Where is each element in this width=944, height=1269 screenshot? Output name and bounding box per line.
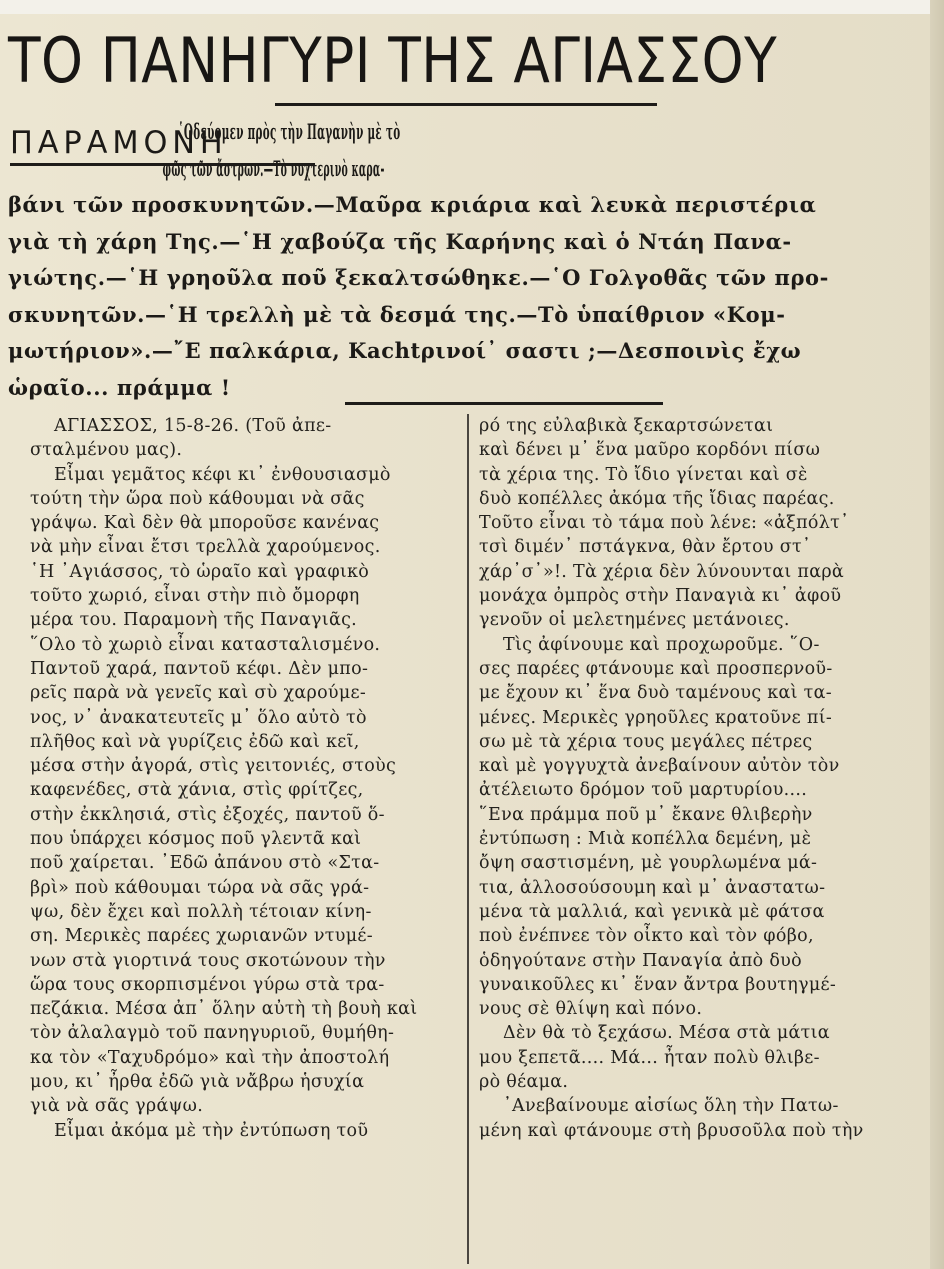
summary-deck bbox=[8, 114, 920, 406]
text-line: μέρα του. Παραμονὴ τῆς Παναγιᾶς. bbox=[30, 610, 358, 631]
text-line: ἀτέλειωτο δρόμον τοῦ μαρτυρίου.... bbox=[479, 780, 808, 801]
text-line: ση. Μερικὲς παρέες χωριανῶν ντυμέ- bbox=[30, 926, 373, 947]
text-line: καὶ μὲ γογγυχτὰ ἀνεβαίνουν αὐτὸν τὸν bbox=[479, 756, 840, 777]
text-line: πλῆθος καὶ νὰ γυρίζεις ἐδῶ καὶ κεῖ, bbox=[30, 731, 360, 752]
text-line: μονάχα ὀμπρὸς στὴν Παναγιὰ κι᾿ ἀφοῦ bbox=[479, 586, 842, 607]
text-line: δυὸ κοπέλλες ἀκόμα τῆς ἴδιας παρέας. bbox=[479, 488, 835, 509]
text-line: ποῦ χαίρεται. ᾿Εδῶ ἀπάνου στὸ «Στα- bbox=[30, 853, 380, 874]
summary-line: βάνι τῶν προσκυνητῶν.—Μαῦρα κριάρια καὶ λευκὰ περιστέρια bbox=[8, 192, 817, 217]
text-line: πεζάκια. Μέσα ἀπ᾿ ὅλην αὐτὴ τὴ βουὴ καὶ bbox=[30, 999, 418, 1020]
text-line: ὄψη σαστισμένη, μὲ γουρλωμένα μά- bbox=[479, 853, 818, 874]
text-line: ρὸ θέαμα. bbox=[479, 1072, 569, 1093]
text-line: μένα τὰ μαλλιά, καὶ γενικὰ μὲ φάτσα bbox=[479, 901, 825, 922]
text-line: που ὑπάρχει κόσμος ποῦ γλεντᾶ καὶ bbox=[30, 829, 362, 850]
text-line: μένη καὶ φτάνουμε στὴ βρυσοῦλα ποὺ τὴν bbox=[479, 1120, 864, 1141]
text-line: καφενέδες, στὰ χάνια, στὶς φρίτζες, bbox=[30, 780, 364, 801]
text-line: τσὶ διμέν᾿ πστάγκνα, θὰν ἔρτου στ᾿ bbox=[479, 537, 811, 558]
text-line: νος, ν᾿ ἀνακατευτεῖς μ᾿ ὅλο αὐτὸ τὸ bbox=[30, 707, 367, 728]
text-line: ρεῖς παρὰ νὰ γενεῖς καὶ σὺ χαρούμε- bbox=[30, 683, 367, 704]
text-line: γυναικοῦλες κι᾿ ἕναν ἄντρα βουτηγμέ- bbox=[479, 974, 837, 995]
text-line: Παντοῦ χαρά, παντοῦ κέφι. Δὲν μπο- bbox=[30, 658, 369, 679]
text-line: κα τὸν «Ταχυδρόμο» καὶ τὴν ἀποστολή bbox=[30, 1047, 390, 1068]
text-line: ῞Ολο τὸ χωριὸ εἶναι κατασταλισμένο. bbox=[30, 634, 381, 655]
text-line: Εἶμαι γεμᾶτος κέφι κι᾿ ἐνθουσιασμὸ bbox=[54, 464, 391, 485]
text-line: τοῦτο χωριό, εἶναι στὴν πιὸ ὄμορφη bbox=[30, 586, 360, 607]
text-line: ῞Ενα πράμμα ποῦ μ᾿ ἔκανε θλιβερὴν bbox=[479, 804, 813, 825]
text-line: καὶ δένει μ᾿ ἕνα μαῦρο κορδόνι πίσω bbox=[479, 440, 821, 461]
text-line: τια, ἀλλοσούσουμη καὶ μ᾿ ἀναστατω- bbox=[479, 877, 826, 898]
text-line: Δὲν θὰ τὸ ξεχάσω. Μέσα στὰ μάτια bbox=[503, 1023, 830, 1044]
summary-line: σκυνητῶν.—῾Η τρελλὴ μὲ τὰ δεσμά της.—Τὸ ὑπαίθριον «Κομ- bbox=[8, 301, 786, 327]
right-column bbox=[479, 414, 927, 1143]
text-line: ρό της εὐλαβικὰ ξεκαρτσώνεται bbox=[479, 416, 774, 436]
text-line: μέσα στὴν ἀγορά, στὶς γειτονιές, στοὺς bbox=[30, 756, 397, 777]
left-column bbox=[30, 414, 462, 1143]
text-line: γράψω. Καὶ δὲν θὰ μποροῦσε κανένας bbox=[30, 513, 380, 534]
text-line: με ἔχουν κι᾿ ἕνα δυὸ ταμένους καὶ τα- bbox=[479, 683, 832, 704]
summary-rule bbox=[345, 402, 663, 405]
text-line: ἐντύπωση : Μιὰ κοπέλλα δεμένη, μὲ bbox=[479, 829, 812, 850]
text-line: νων στὰ γιορτινά τους σκοτώνουν τὴν bbox=[30, 950, 386, 971]
column-divider bbox=[467, 414, 469, 1264]
text-line: χάρ᾿σ᾿»!. Τὰ χέρια δὲν λύνουνται παρὰ bbox=[479, 561, 845, 582]
summary-line: φῶς τῶν ἄστρων.—Τὸ νυχτερινὸ καρα- bbox=[162, 155, 385, 181]
headline-rule bbox=[275, 103, 657, 106]
summary-line: ῾Οδεύομεν πρὸς τὴν Παγανὴν μὲ τὸ bbox=[178, 119, 401, 144]
summary-line: ὡραῖο... πράμμα ! bbox=[8, 374, 231, 400]
text-line: ψω, δὲν ἔχει καὶ πολλὴ τέτοιαν κίνη- bbox=[30, 901, 372, 922]
page-right-shadow bbox=[930, 0, 944, 1269]
text-line: γιὰ νὰ σᾶς γράψω. bbox=[30, 1096, 204, 1117]
text-line: Εἶμαι ἀκόμα μὲ τὴν ἐντύπωση τοῦ bbox=[54, 1120, 369, 1141]
text-line: νὰ μὴν εἶναι ἔτσι τρελλὰ χαρούμενος. bbox=[30, 537, 381, 558]
text-line: μου, κι᾿ ἦρθα ἐδῶ γιὰ νἄβρω ἡσυχία bbox=[30, 1072, 365, 1093]
kicker: ΠΑΡΑΜΟΝΗ bbox=[10, 125, 228, 161]
text-line: τὸν ἀλαλαγμὸ τοῦ πανηγυριοῦ, θυμήθη- bbox=[30, 1023, 395, 1044]
text-line: ᾿Ανεβαίνουμε αἰσίως ὅλη τὴν Πατω- bbox=[503, 1096, 839, 1117]
text-line: ὁδηγούτανε στὴν Παναγία ἀπὸ δυὸ bbox=[479, 950, 802, 971]
text-line: νους σὲ θλίψη καὶ πόνο. bbox=[479, 999, 703, 1020]
text-line: ὥρα τους σκορπισμένοι γύρω στὰ τρα- bbox=[30, 974, 385, 995]
headline: ΤΟ ΠΑΝΗΓΥΡΙ ΤΗΣ ΑΓΙΑΣΣΟΥ bbox=[8, 24, 778, 97]
page-top-margin bbox=[0, 0, 944, 14]
text-line: ῾Η ᾿Αγιάσσος, τὸ ὡραῖο καὶ γραφικὸ bbox=[30, 561, 370, 582]
text-line: Τὶς ἀφίνουμε καὶ προχωροῦμε. ῞Ο- bbox=[503, 634, 820, 655]
text-line: τὰ χέρια της. Τὸ ἴδιο γίνεται καὶ σὲ bbox=[479, 464, 808, 485]
text-line: Τοῦτο εἶναι τὸ τάμα ποὺ λένε: «ἀξπόλτ᾿ bbox=[479, 513, 850, 534]
text-line: μου ξεπετᾶ.... Μά... ἦταν πολὺ θλιβε- bbox=[479, 1047, 820, 1068]
text-line: σες παρέες φτάνουμε καὶ προσπερνοῦ- bbox=[479, 658, 833, 679]
text-line: σταλμένου μας). bbox=[30, 440, 183, 461]
summary-line: μωτήριον».—῎Ε παλκάρια, Kachtρινοί᾿ σαστι ;—Δεσποινὶς ἔχω bbox=[8, 338, 802, 363]
text-line: βρὶ» ποὺ κάθουμαι τώρα νὰ σᾶς γρά- bbox=[30, 877, 370, 898]
text-line: ΑΓΙΑΣΣΟΣ, 15-8-26. (Τοῦ ἀπε- bbox=[54, 416, 332, 436]
summary-line: γιώτης.—῾Η γρηοῦλα ποῦ ξεκαλτσώθηκε.—῾Ο Γολγοθᾶς τῶν προ- bbox=[8, 265, 829, 290]
text-line: τούτη τὴν ὥρα ποὺ κάθουμαι νὰ σᾶς bbox=[30, 488, 365, 509]
summary-line: γιὰ τὴ χάρη Της.—῾Η χαβούζα τῆς Καρήνης καὶ ὁ Ντάη Πανα- bbox=[8, 228, 792, 254]
text-line: μένες. Μερικὲς γρηοῦλες κρατοῦνε πί- bbox=[479, 707, 833, 728]
text-line: σω μὲ τὰ χέρια τους μεγάλες πέτρες bbox=[479, 731, 813, 752]
text-line: γενοῦν οἱ μελετημένες μετάνοιες. bbox=[479, 610, 790, 631]
text-line: ποὺ ἐνέπνεε τὸν οἶκτο καὶ τὸν φόβο, bbox=[479, 926, 814, 947]
text-line: στὴν ἐκκλησιά, στὶς ἐξοχές, παντοῦ ὅ- bbox=[30, 804, 385, 825]
